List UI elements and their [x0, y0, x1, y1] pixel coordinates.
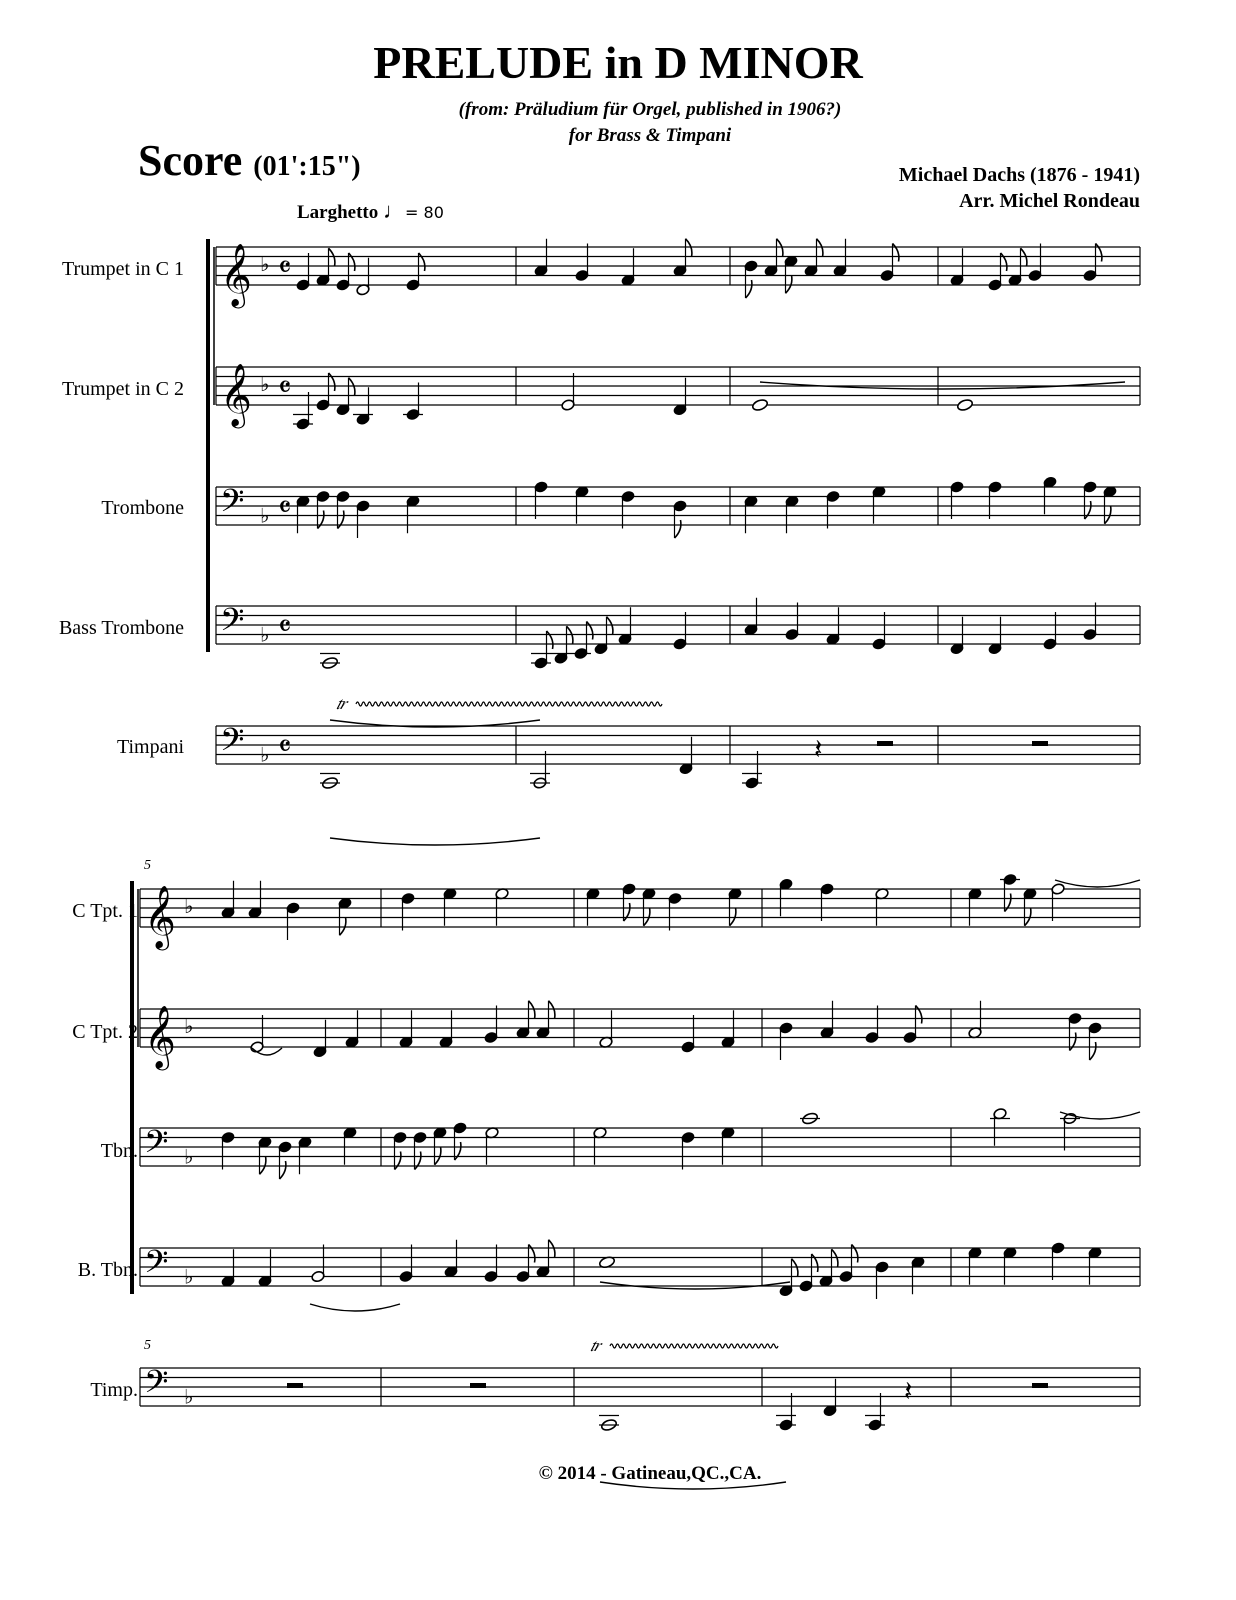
bass-clef-icon: 𝄢	[220, 721, 245, 766]
whole-rest-icon	[877, 741, 893, 746]
note-flag	[852, 1245, 858, 1263]
note-flag	[624, 903, 630, 921]
treble-clef-icon: 𝄞	[220, 243, 252, 306]
note-flag	[675, 520, 681, 538]
note-flag	[280, 1161, 286, 1179]
instrument-name: Trumpet in C 1	[61, 258, 184, 280]
common-time-icon: 𝄴	[278, 250, 292, 286]
note-flag	[817, 239, 823, 257]
note-flag	[567, 626, 573, 644]
instrument-name: Trombone	[101, 497, 184, 519]
common-time-icon: 𝄴	[278, 370, 292, 406]
note-flag	[260, 1156, 266, 1174]
arranger: Arr. Michel Rondeau	[959, 190, 1140, 212]
trill-icon: 𝆖	[590, 1335, 601, 1356]
common-time-icon: 𝄴	[278, 490, 292, 526]
notes	[144, 239, 1140, 1489]
note-flag	[1021, 248, 1027, 266]
flat-icon: ♭	[260, 622, 270, 647]
instrument-name: Trumpet in C 2	[61, 378, 184, 400]
note-flag	[338, 511, 344, 529]
staves	[132, 239, 1140, 1406]
note-flag	[318, 511, 324, 529]
note-flag	[587, 622, 593, 640]
quarter-note-icon: ♩	[383, 198, 406, 223]
note-flag	[777, 239, 783, 257]
instrument-name: C Tpt. 1	[72, 900, 138, 922]
note-flag	[549, 1240, 555, 1258]
note-flag	[1025, 908, 1031, 926]
note-head	[751, 398, 768, 412]
flat-icon: ♭	[184, 894, 194, 918]
note-flag	[832, 1249, 838, 1267]
metronome-value: = 80	[405, 203, 444, 222]
quarter-rest-icon: 𝄽	[814, 732, 823, 766]
instrument-name: Tbn.	[100, 1140, 138, 1162]
flat-icon: ♭	[260, 252, 270, 276]
bass-clef-icon: 𝄢	[220, 482, 245, 527]
flat-icon: ♭	[260, 372, 270, 396]
instrument-name: B. Tbn.	[77, 1259, 138, 1281]
subtitle-instrumentation: for Brass & Timpani	[568, 125, 732, 146]
bass-clef-icon: 𝄢	[144, 1363, 169, 1408]
tempo-text: Larghetto	[297, 202, 379, 223]
note-flag	[1005, 894, 1011, 912]
note-flag	[329, 248, 335, 266]
note-flag	[607, 617, 613, 635]
note-flag	[529, 1001, 535, 1019]
instrument-name: Timp.	[90, 1379, 138, 1401]
measure-number: 5	[144, 858, 151, 873]
note-flag	[419, 253, 425, 271]
bass-clef-icon: 𝄢	[144, 1123, 169, 1168]
note-flag	[644, 908, 650, 926]
trill-wavy-line	[610, 1344, 778, 1348]
tie	[330, 838, 540, 845]
bass-clef-icon: 𝄢	[144, 1243, 169, 1288]
note-flag	[395, 1152, 401, 1170]
note-flag	[1090, 1042, 1096, 1060]
whole-rest-icon	[470, 1383, 486, 1388]
note-flag	[686, 239, 692, 257]
note-flag	[435, 1147, 441, 1165]
common-time-icon: 𝄴	[278, 609, 292, 645]
note-flag	[547, 631, 553, 649]
note-flag	[455, 1142, 461, 1160]
whole-rest-icon	[1032, 1383, 1048, 1388]
tie	[600, 1482, 786, 1489]
quarter-rest-icon: 𝄽	[904, 1374, 913, 1408]
note-flag	[349, 253, 355, 271]
instrument-name: Bass Trombone	[58, 617, 184, 639]
note-flag	[746, 280, 752, 298]
whole-rest-icon	[1032, 741, 1048, 746]
treble-clef-icon: 𝄞	[144, 1005, 176, 1068]
flat-icon: ♭	[260, 503, 270, 528]
copyright: © 2014 - Gatineau,QC.,CA.	[538, 1463, 762, 1484]
note-flag	[549, 1001, 555, 1019]
tie	[1055, 880, 1140, 887]
composer: Michael Dachs (1876 - 1941)	[898, 164, 1140, 186]
note-flag	[893, 244, 899, 262]
subtitle: (from: Präludium für Orgel, published in 1906?)	[458, 99, 842, 120]
whole-rest-icon	[287, 1383, 303, 1388]
instrument-name: C Tpt. 2	[72, 1021, 138, 1043]
note-flag	[812, 1254, 818, 1272]
note-flag	[1001, 253, 1007, 271]
treble-clef-icon: 𝄞	[144, 885, 176, 948]
flat-icon: ♭	[184, 1014, 194, 1038]
trill-icon: 𝆖	[336, 693, 347, 714]
note-flag	[349, 378, 355, 396]
flat-icon: ♭	[260, 742, 270, 767]
flat-icon: ♭	[184, 1384, 194, 1409]
note-flag	[1085, 501, 1091, 519]
note-head	[956, 398, 973, 412]
note-flag	[329, 373, 335, 391]
score-label: Score	[138, 136, 243, 185]
instrument-name: Timpani	[116, 736, 184, 758]
flat-icon: ♭	[184, 1264, 194, 1289]
measure-number: 5	[144, 1338, 151, 1353]
note-flag	[730, 908, 736, 926]
flat-icon: ♭	[184, 1144, 194, 1169]
note-flag	[1096, 244, 1102, 262]
note-flag	[916, 1006, 922, 1024]
trill-wavy-line	[356, 702, 662, 706]
note-flag	[1105, 506, 1111, 524]
treble-clef-icon: 𝄞	[220, 363, 252, 426]
common-time-icon: 𝄴	[278, 729, 292, 765]
tie	[310, 1304, 400, 1311]
note-flag	[792, 1259, 798, 1277]
note-flag	[786, 275, 792, 293]
bass-clef-icon: 𝄢	[220, 601, 245, 646]
note-flag	[529, 1245, 535, 1263]
note-flag	[415, 1152, 421, 1170]
page-title: PRELUDE in D MINOR	[373, 37, 863, 88]
duration: (01':15")	[253, 151, 361, 182]
note-flag	[340, 917, 346, 935]
note-flag	[1070, 1033, 1076, 1051]
